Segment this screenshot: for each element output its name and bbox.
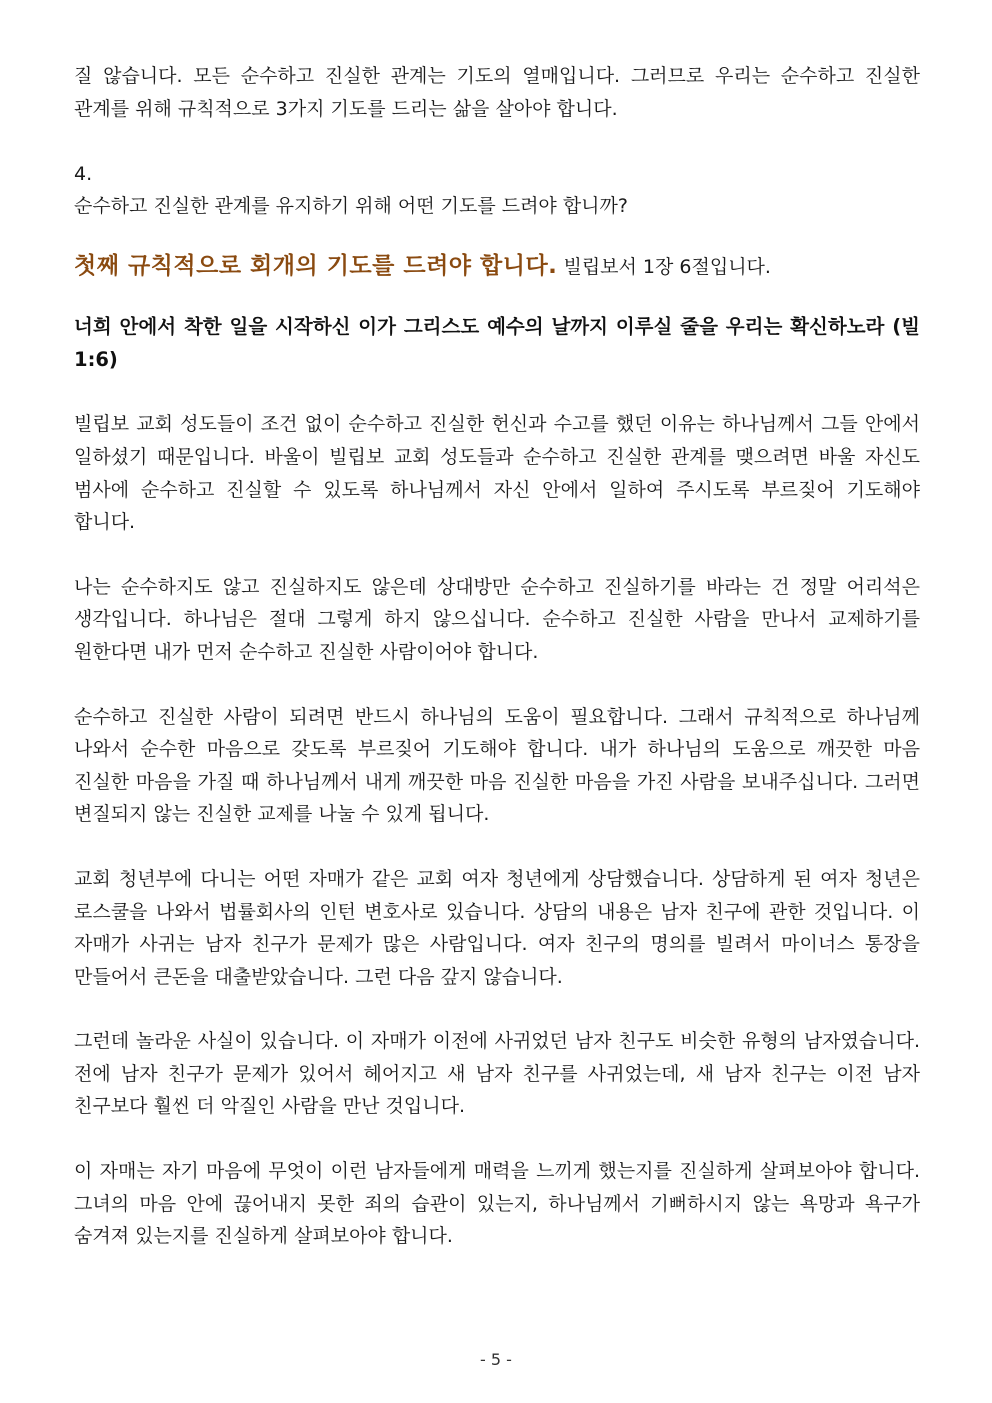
document-body [74, 60, 920, 1253]
heading-reference: 빌립보서 1장 6절입니다. [563, 256, 771, 279]
section-heading [74, 248, 920, 285]
paragraph-4: 교회 청년부에 다니는 어떤 자매가 같은 교회 여자 청년에게 상담했습니다. 상담하게 된 여자 청년은 로스쿨을 나와서 법률회사의 인턴 변호사로 있습니다. 상담의 내용은 남자 친구에 관한 것입니다. 이 자매가 사귀는 남자 친구가 문제가 많은 사람입니다. 여자 친구의 명의를 빌려서 마이너스 통장을 만들어서 큰돈을 대출받았습니다. 그런 다음 갚지 않습니다. [74, 867, 920, 988]
section-question: 순수하고 진실한 관계를 유지하기 위해 어떤 기도를 드려야 합니까? [74, 195, 628, 218]
section-number: 4. [74, 163, 93, 186]
paragraph-2: 나는 순수하지도 않고 진실하지도 않은데 상대방만 순수하고 진실하기를 바라는 건 정말 어리석은 생각입니다. 하나님은 절대 그렇게 하지 않으십니다. 순수하고 진실한 사람을 만나서 교제하기를 원한다면 내가 먼저 순수하고 진실한 사람이어야 합니다. [74, 575, 920, 663]
paragraph-3: 순수하고 진실한 사람이 되려면 반드시 하나님의 도움이 필요합니다. 그래서 규칙적으로 하나님께 나와서 순수한 마음으로 갖도록 부르짖어 기도해야 합니다. 내가 하나님의 도움으로 깨끗한 마음 진실한 마음을 가질 때 하나님께서 내게 깨끗한 마음 진실한 마음을 가진 사람을 보내주십니다. 그러면 변질되지 않는 진실한 교제를 나눌 수 있게 됩니다. [74, 705, 920, 826]
heading-title: 첫째 규칙적으로 회개의 기도를 드려야 합니다. [74, 253, 558, 280]
paragraph-1: 빌립보 교회 성도들이 조건 없이 순수하고 진실한 헌신과 수고를 했던 이유는 하나님께서 그들 안에서 일하셨기 때문입니다. 바울이 빌립보 교회 성도들과 순수하고 진실한 관계를 맺으려면 바울 자신도 범사에 순수하고 진실할 수 있도록 하나님께서 자신 안에서 일하여 주시도록 부르짖어 기도해야 합니다. [74, 413, 920, 534]
scripture-verse: 너희 안에서 착한 일을 시작하신 이가 그리스도 예수의 날까지 이루실 줄을 우리는 확신하노라 (빌 1:6) [74, 315, 920, 371]
page-number: - 5 - [480, 1350, 512, 1369]
paragraph-6: 이 자매는 자기 마음에 무엇이 이런 남자들에게 매력을 느끼게 했는지를 진실하게 살펴보아야 합니다. 그녀의 마음 안에 끊어내지 못한 죄의 습관이 있는지, 하나님께서 기뻐하시지 않는 욕망과 욕구가 숨겨져 있는지를 진실하게 살펴보아야 합니다. [74, 1160, 920, 1248]
paragraph-5: 그런데 놀라운 사실이 있습니다. 이 자매가 이전에 사귀었던 남자 친구도 비슷한 유형의 남자였습니다. 전에 남자 친구가 문제가 있어서 헤어지고 새 남자 친구를 사귀었는데, 새 남자 친구는 이전 남자 친구보다 훨씬 더 악질인 사람을 만난 것입니다. [74, 1030, 920, 1118]
paragraph-intro: 질 않습니다. 모든 순수하고 진실한 관계는 기도의 열매입니다. 그러므로 우리는 순수하고 진실한 관계를 위해 규칙적으로 3가지 기도를 드리는 삶을 살아야 합니다. [74, 65, 920, 120]
